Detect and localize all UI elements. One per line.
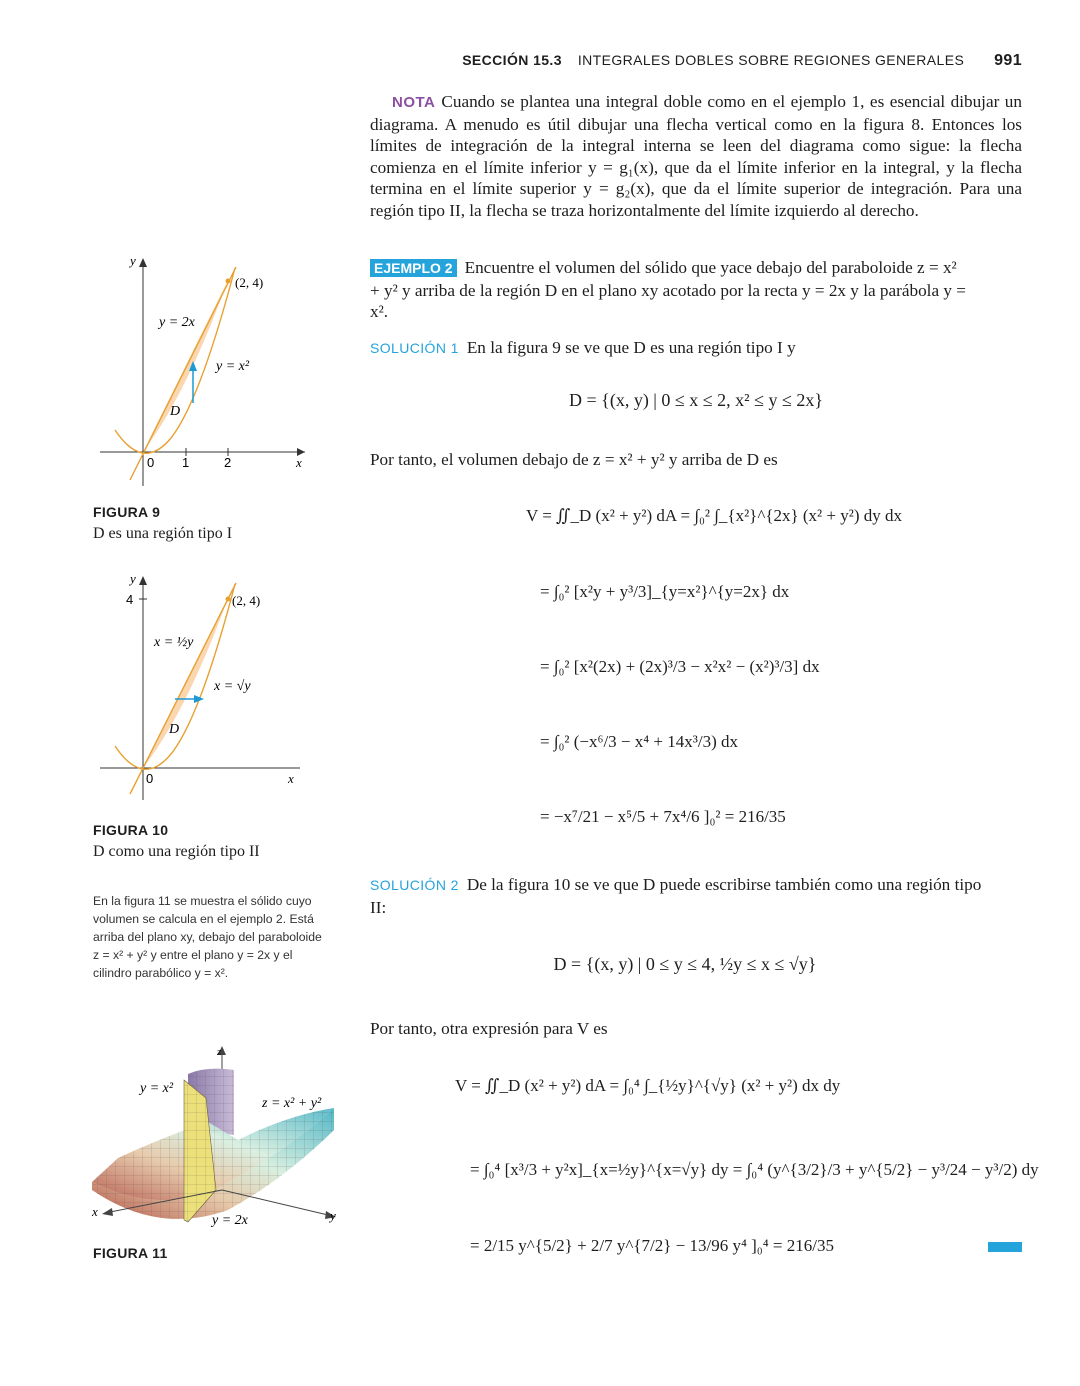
- figure9-parabola-label: y = x²: [216, 359, 250, 374]
- section-title: INTEGRALES DOBLES SOBRE REGIONES GENERALES: [577, 52, 965, 68]
- figure10-y-arrow: [139, 576, 147, 585]
- s2-eq-2: = 2/15 y^{5/2} + 2/7 y^{7/2} − 13/96 y⁴ ]₀⁴ = 216/35: [470, 1236, 834, 1255]
- figure9-region-label: D: [170, 404, 181, 419]
- solution2-intro: [370, 874, 990, 918]
- figure11-x-arrow: [102, 1208, 113, 1216]
- solution2-text: De la figura 10 se ve que D puede escribirse también como una región tipo II:: [370, 875, 982, 917]
- s1-eq-2: = ∫₀² [x²(2x) + (2x)³/3 − x²x² − (x²)³/3] dx: [540, 657, 820, 676]
- s1-eq-3: = ∫₀² (−x⁶/3 − x⁴ + 14x³/3) dx: [540, 732, 738, 751]
- nota-keyword: NOTA: [392, 94, 436, 111]
- figure9-tick-2-label: 2: [224, 455, 232, 470]
- nota-paragraph: [370, 91, 1022, 222]
- solution1-text: En la figura 9 se ve que D es una región tipo I y: [466, 338, 796, 357]
- figure11-plane-label: y = 2x: [212, 1213, 248, 1228]
- figure9-tick-0-label: 0: [147, 455, 155, 470]
- solution1-intro: [370, 337, 1010, 360]
- solution1-label: SOLUCIÓN 1: [370, 340, 459, 356]
- figure10-tick-4-label: 4: [126, 592, 134, 607]
- figure10-region-label: D: [169, 722, 180, 737]
- solution2-region: D = {(x, y) | 0 ≤ y ≤ 4, ½y ≤ x ≤ √y}: [553, 954, 817, 974]
- s1-eq-0: V = ∬_D (x² + y²) dA = ∫₀² ∫_{x²}^{2x} (x² + y²) dy dx: [526, 506, 902, 525]
- figure10-line-label: x = ½y: [154, 635, 194, 650]
- figure10-parabola-label: x = √y: [214, 679, 251, 694]
- nota-text: Cuando se plantea una integral doble como en el ejemplo 1, es esencial dibujar un diagrama. A menudo es útil dibujar una flecha vertical como en la figura 8. Entonces los límites de integración de la integral interna se leen del diagrama como sigue: la flecha comienza en el límite inferior y = g₁(x), que da el límite inferior en la integral, y la flecha termina en el límite superior y = g₂(x), que da el límite superior de integración. Para una región tipo II, la flecha se traza horizontalmente del límite izquierdo al derecho.: [370, 92, 1022, 220]
- figure10-graph: [90, 568, 320, 808]
- figure9-y-label: y: [130, 253, 136, 268]
- figure10-caption: D como una región tipo II: [93, 843, 260, 860]
- figure10-parabola: [115, 584, 235, 769]
- side-note: En la figura 11 se muestra el sólido cuyo volumen se calcula en el ejemplo 2. Está arriba del plano xy, debajo del paraboloide z = x² + y² y entre el plano y = 2x y el cilindro parabólico y = x².: [93, 894, 322, 980]
- s2-eq-0: V = ∬_D (x² + y²) dA = ∫₀⁴ ∫_{½y}^{√y} (x² + y²) dx dy: [455, 1076, 841, 1095]
- s1-eq-4: = −x⁷/21 − x⁵/5 + 7x⁴/6 ]₀² = 216/35: [540, 807, 786, 826]
- figure10-y-label: y: [130, 571, 136, 586]
- example-text: Encuentre el volumen del sólido que yace debajo del paraboloide z = x² + y² y arriba de la región D en el plano xy acotado por la recta y = 2x y la parábola y = x².: [370, 258, 966, 322]
- running-header: [462, 52, 1022, 70]
- figure9-label: FIGURA 9: [93, 504, 161, 520]
- figure11-parab-label: z = x² + y²: [262, 1096, 322, 1111]
- page-number: 991: [994, 52, 1022, 69]
- figure10-label: FIGURA 10: [93, 822, 169, 838]
- figure10-x-label: x: [288, 771, 294, 786]
- figure11-graph: [88, 1040, 348, 1235]
- figure9-tick-1-label: 1: [182, 455, 190, 470]
- figure11-y-label: y: [330, 1208, 336, 1223]
- end-marker: [988, 1242, 1022, 1252]
- figure9-point: [226, 279, 231, 284]
- solution2-label: SOLUCIÓN 2: [370, 877, 459, 893]
- s2-eq-1: = ∫₀⁴ [x³/3 + y²x]_{x=½y}^{x=√y} dy = ∫₀⁴ (y^{3/2}/3 + y^{5/2} − y³/24 − y³/2) dy: [470, 1160, 1039, 1179]
- solution1-then: Por tanto, el volumen debajo de z = x² + y² y arriba de D es: [370, 450, 778, 469]
- figure10-point-label: (2, 4): [232, 593, 261, 608]
- example-badge: EJEMPLO 2: [370, 259, 457, 277]
- solution1-region: D = {(x, y) | 0 ≤ x ≤ 2, x² ≤ y ≤ 2x}: [569, 390, 823, 410]
- figure9-point-label: (2, 4): [235, 275, 264, 290]
- section-number: SECCIÓN 15.3: [462, 52, 562, 68]
- figure9-y-arrow: [139, 258, 147, 267]
- solution2-then: Por tanto, otra expresión para V es: [370, 1019, 608, 1038]
- figure11-cyl-label: y = x²: [140, 1081, 174, 1096]
- figure10-point: [226, 597, 231, 602]
- example-2: [370, 257, 970, 323]
- figure11-x-label: x: [92, 1204, 98, 1219]
- figure9-caption: D es una región tipo I: [93, 525, 233, 542]
- figure9-line-label: y = 2x: [159, 315, 195, 330]
- figure9-graph: [90, 250, 320, 490]
- figure11-label: FIGURA 11: [93, 1245, 168, 1261]
- figure10-tick-0-label: 0: [146, 771, 154, 786]
- figure11-z-label: z: [217, 1046, 222, 1058]
- figure9-x-label: x: [296, 455, 302, 470]
- s1-eq-1: = ∫₀² [x²y + y³/3]_{y=x²}^{y=2x} dx: [540, 582, 790, 601]
